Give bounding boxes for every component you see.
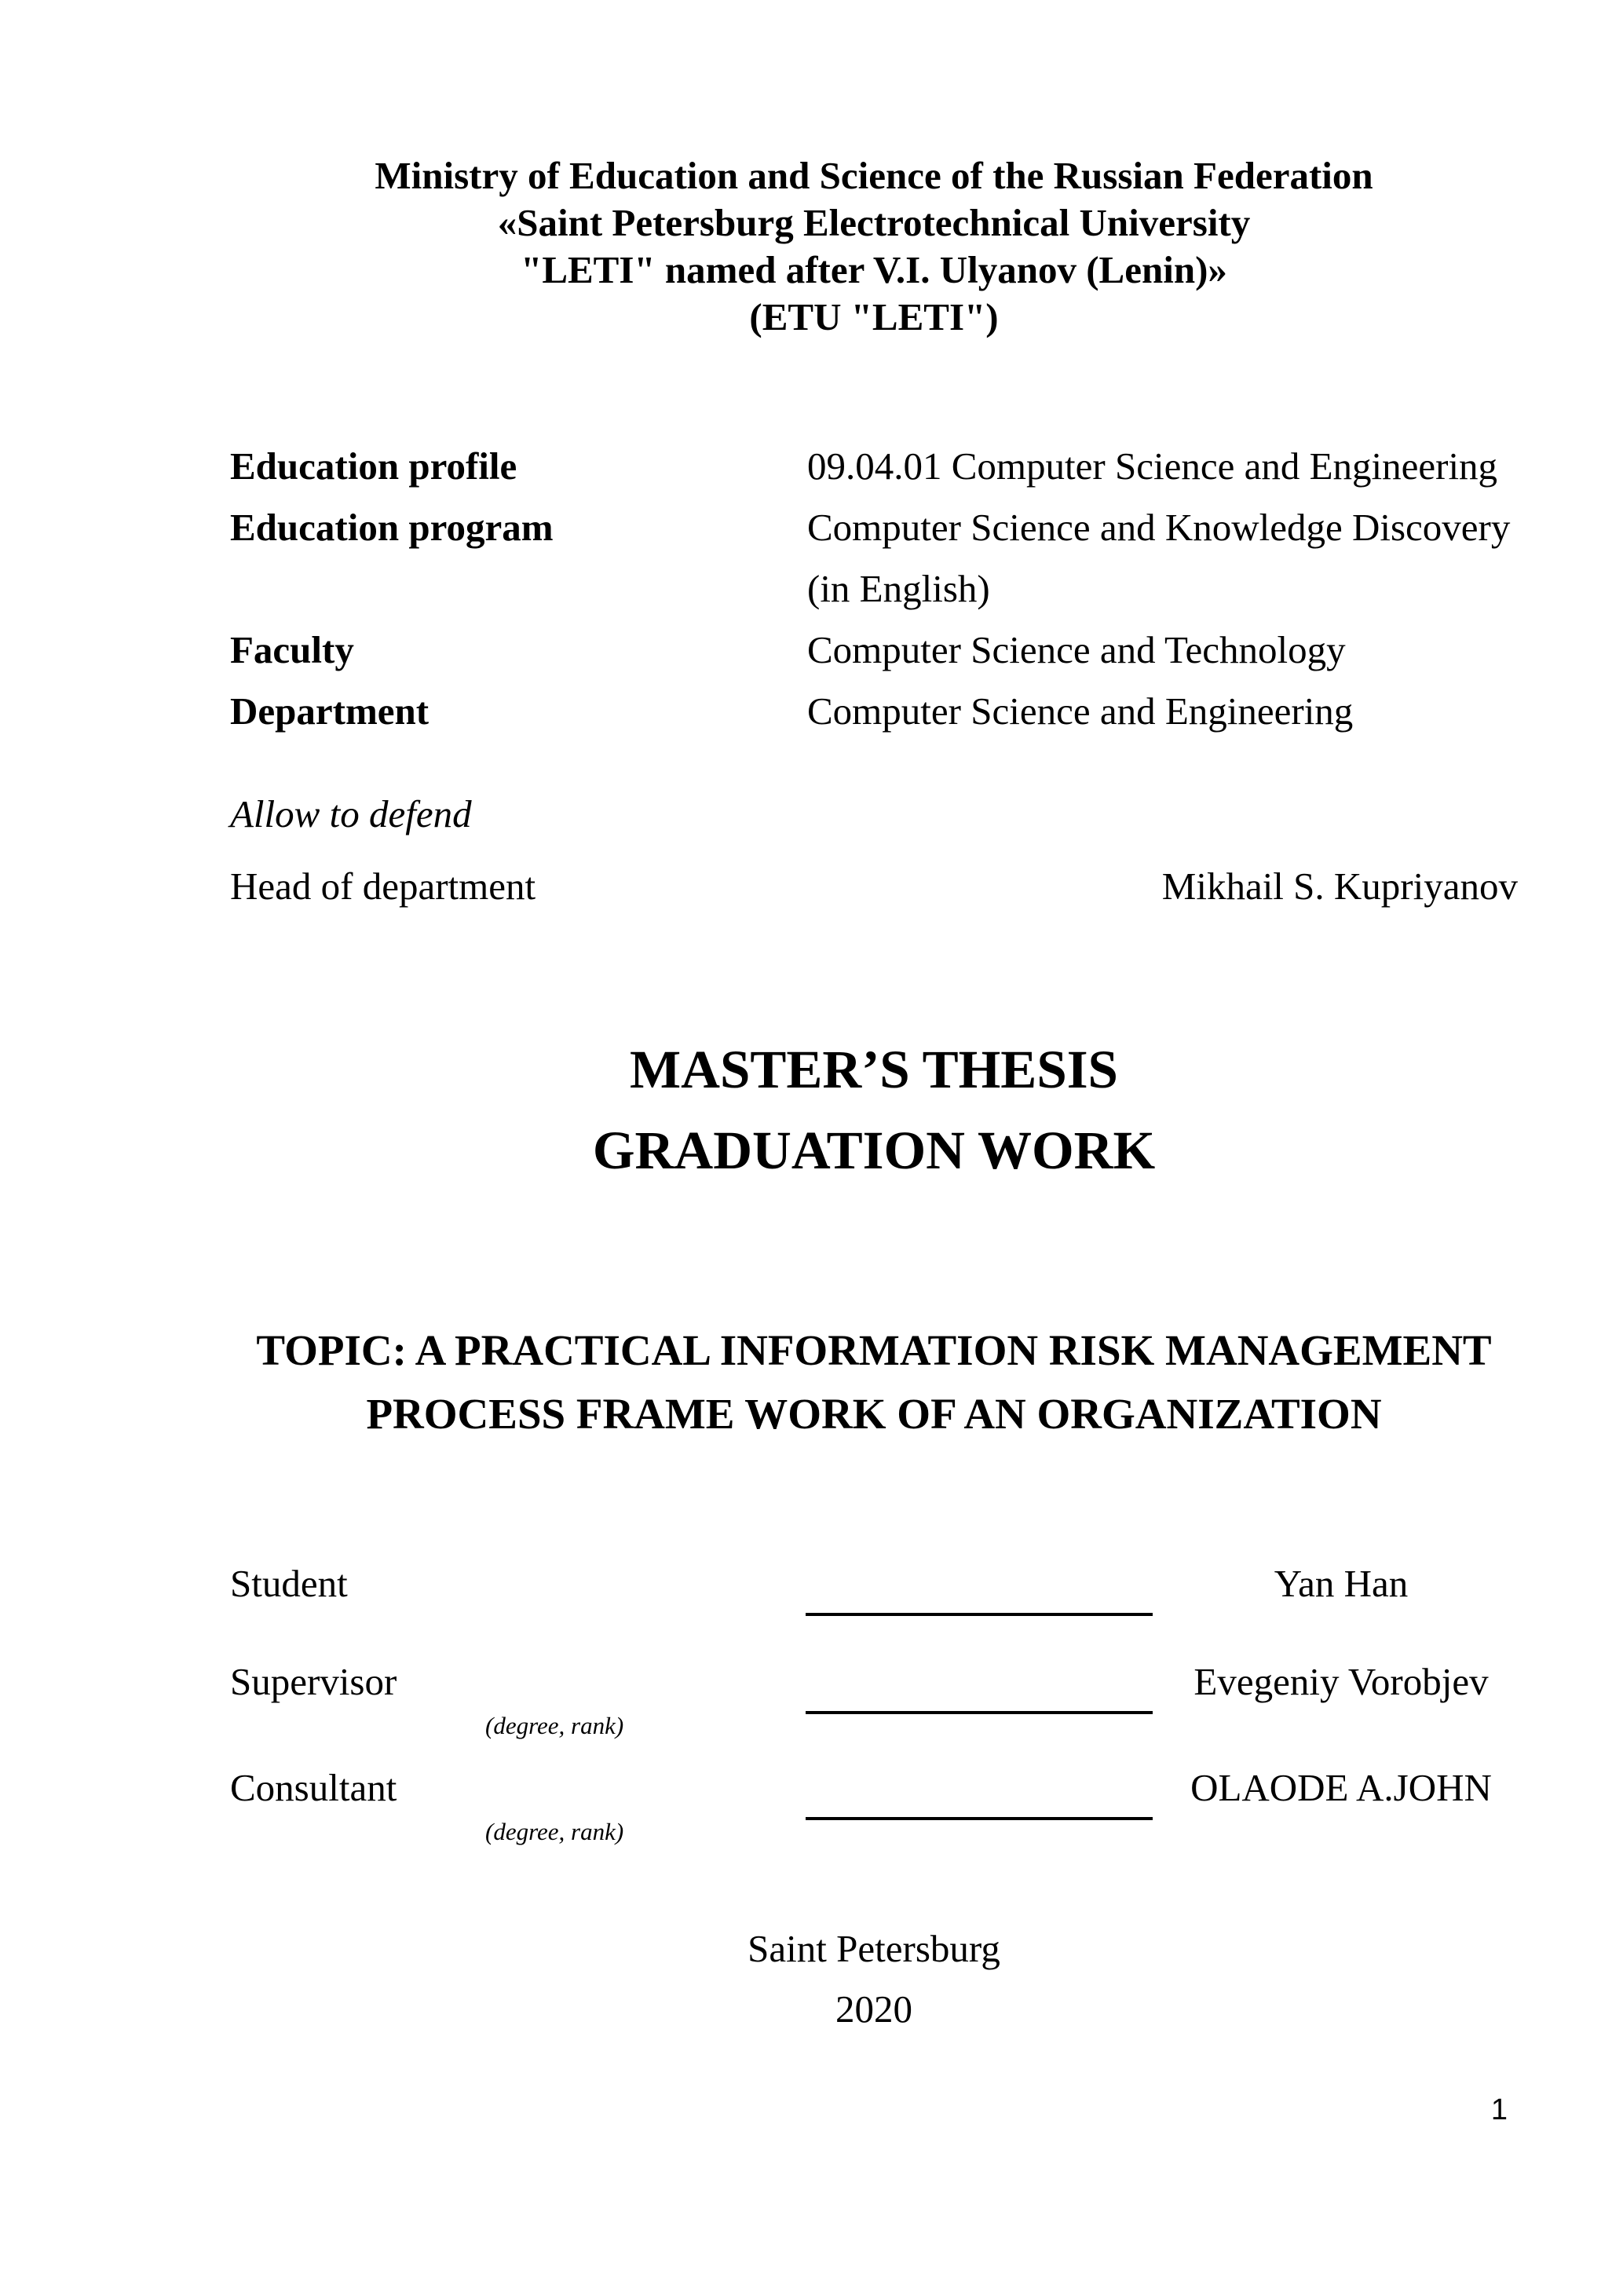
supervisor-name: Evegeniy Vorobjev xyxy=(1193,1660,1489,1703)
student-name: Yan Han xyxy=(1274,1562,1409,1605)
student-label: Student xyxy=(230,1562,348,1605)
education-info-table xyxy=(230,436,1518,742)
consultant-degree-rank-note: (degree, rank) xyxy=(485,1818,624,1845)
consultant-signature-line xyxy=(806,1817,1153,1820)
consultant-label: Consultant xyxy=(230,1766,397,1809)
consultant-name: OLAODE A.JOHN xyxy=(1190,1766,1492,1809)
head-of-department-label: Head of department xyxy=(230,865,536,908)
university-header xyxy=(230,152,1518,341)
thesis-title xyxy=(230,1029,1518,1191)
info-row-education-program xyxy=(230,497,1518,558)
signature-row-supervisor xyxy=(0,1662,1623,1764)
footer-city-year xyxy=(230,1918,1518,2039)
faculty-value: Computer Science and Technology xyxy=(807,628,1346,671)
info-row-education-profile xyxy=(230,436,1518,497)
head-of-department-row xyxy=(230,865,1518,908)
topic-line-2: PROCESS FRAME WORK OF AN ORGANIZATION xyxy=(366,1390,1382,1438)
department-label: Department xyxy=(230,689,430,733)
info-row-program-language xyxy=(230,558,1518,620)
header-ministry-line: Ministry of Education and Science of the Russian Federation xyxy=(375,154,1373,197)
education-program-label: Education program xyxy=(230,506,554,549)
supervisor-degree-rank-note: (degree, rank) xyxy=(485,1712,624,1739)
program-language-value: (in English) xyxy=(807,567,990,610)
signature-row-student xyxy=(0,1564,1623,1666)
education-profile-value: 09.04.01 Computer Science and Engineering xyxy=(807,444,1498,488)
faculty-label: Faculty xyxy=(230,628,354,671)
student-signature-line xyxy=(806,1613,1153,1616)
signature-row-consultant xyxy=(0,1768,1623,1870)
allow-to-defend-label: Allow to defend xyxy=(230,792,472,835)
info-row-faculty xyxy=(230,620,1518,681)
thesis-title-line-2: GRADUATION WORK xyxy=(592,1121,1156,1180)
header-university-line: «Saint Petersburg Electrotechnical University xyxy=(497,201,1251,244)
footer-city: Saint Petersburg xyxy=(748,1927,1000,1970)
info-row-department xyxy=(230,681,1518,742)
head-of-department-name: Mikhail S. Kupriyanov xyxy=(1161,865,1518,908)
thesis-title-line-1: MASTER’S THESIS xyxy=(630,1040,1118,1099)
topic-line-1: TOPIC: A PRACTICAL INFORMATION RISK MANAGEMENT xyxy=(256,1326,1492,1374)
footer-year: 2020 xyxy=(835,1987,912,2031)
page-number: 1 xyxy=(1490,2093,1508,2126)
header-leti-line: "LETI" named after V.I. Ulyanov (Lenin)» xyxy=(521,248,1227,291)
program-language-label xyxy=(230,558,807,620)
education-program-value: Computer Science and Knowledge Discovery xyxy=(807,506,1511,549)
department-value: Computer Science and Engineering xyxy=(807,689,1354,733)
education-profile-label: Education profile xyxy=(230,444,517,488)
topic-heading xyxy=(230,1318,1518,1446)
supervisor-label: Supervisor xyxy=(230,1660,397,1703)
supervisor-signature-line xyxy=(806,1711,1153,1714)
header-etu-line: (ETU "LETI") xyxy=(749,295,999,338)
